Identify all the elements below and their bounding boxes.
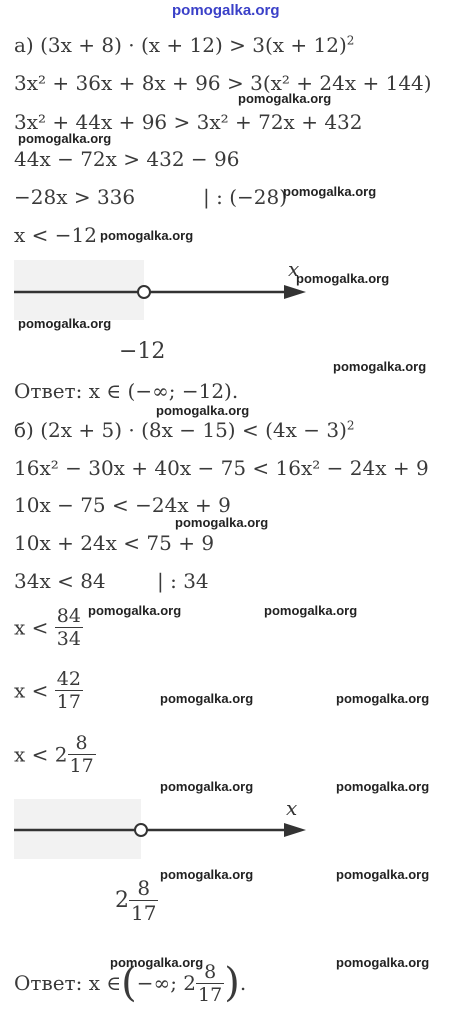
- part-a-exponent: 2: [346, 33, 355, 48]
- ineq-var-2: x <: [14, 678, 49, 703]
- shaded-region-a: [14, 260, 144, 320]
- point-label-b-fraction: [129, 876, 158, 925]
- watermark[interactable]: pomogalka.org: [238, 91, 332, 106]
- fraction-denominator: 17: [69, 755, 94, 777]
- ineq-var-1: x <: [14, 615, 49, 640]
- fraction-numerator: 8: [137, 876, 151, 900]
- fraction-denominator: 34: [56, 628, 81, 650]
- fraction-numerator: 42: [56, 668, 81, 690]
- watermark[interactable]: pomogalka.org: [18, 131, 112, 146]
- watermark[interactable]: pomogalka.org: [160, 691, 254, 706]
- watermark[interactable]: pomogalka.org: [160, 867, 254, 882]
- answer-b-right-paren: ): [224, 960, 240, 1006]
- fraction-84-34: [55, 605, 83, 650]
- answer-b-left-paren: (: [121, 960, 137, 1006]
- watermark[interactable]: pomogalka.org: [110, 955, 204, 970]
- axis-arrow-b: [284, 823, 306, 837]
- watermark[interactable]: pomogalka.org: [336, 691, 430, 706]
- part-a-label: а): [14, 33, 34, 57]
- answer-b-end: .: [239, 971, 247, 995]
- watermark[interactable]: pomogalka.org: [160, 779, 254, 794]
- watermark[interactable]: pomogalka.org: [336, 867, 430, 882]
- point-label-b: [115, 876, 158, 925]
- part-b-line-5: 34x < 84: [14, 569, 106, 593]
- part-a-expression: (3x + 8) · (x + 12) > 3(x + 12): [40, 33, 347, 57]
- part-a-line-4: 44x − 72x > 432 − 96: [14, 147, 240, 171]
- part-b-line-4: 10x + 24x < 75 + 9: [14, 531, 215, 555]
- part-a-line-1: [14, 33, 354, 57]
- answer-a: [14, 379, 238, 403]
- fraction-numerator: 84: [56, 605, 81, 627]
- part-b-line-1: [14, 418, 355, 442]
- fraction-denominator: 17: [131, 901, 157, 925]
- answer-b-prefix: x ∈: [88, 971, 122, 995]
- part-a-line-5-note: | : (−28): [203, 185, 288, 209]
- answer-a-word: Ответ:: [14, 379, 83, 403]
- part-b-exponent: 2: [346, 418, 355, 433]
- axis-arrow-a: [284, 285, 306, 299]
- part-b-fraction-2: [14, 668, 83, 713]
- answer-b-interval-start: −∞; 2: [136, 971, 197, 995]
- ineq-var-3: x <: [14, 742, 49, 767]
- watermark[interactable]: pomogalka.org: [88, 603, 182, 618]
- part-a-line-2: 3x² + 36x + 8x + 96 > 3(x² + 24x + 144): [14, 71, 432, 95]
- part-b-line-2: 16x² − 30x + 40x − 75 < 16x² − 24x + 9: [14, 456, 429, 480]
- part-b-expression: (2x + 5) · (8x − 15) < (4x − 3): [40, 418, 347, 442]
- axis-label-b: x: [286, 797, 298, 820]
- fraction-numerator: 8: [75, 732, 88, 754]
- part-a-line-6: x < −12: [14, 223, 97, 247]
- open-point-a: [138, 286, 150, 298]
- part-b-fraction-1: [14, 605, 83, 650]
- watermark[interactable]: pomogalka.org: [156, 403, 250, 418]
- part-a-line-5: −28x > 336: [14, 185, 136, 209]
- answer-b-word: Ответ:: [14, 971, 83, 995]
- watermark[interactable]: pomogalka.org: [336, 955, 430, 970]
- watermark[interactable]: pomogalka.org: [333, 359, 427, 374]
- watermark[interactable]: pomogalka.org: [175, 515, 269, 530]
- part-b-label: б): [14, 418, 34, 442]
- open-point-b: [135, 824, 147, 836]
- watermark[interactable]: pomogalka.org: [100, 228, 194, 243]
- part-b-line-3: 10x − 75 < −24x + 9: [14, 493, 231, 517]
- number-line-b: [14, 797, 314, 863]
- watermark[interactable]: pomogalka.org: [283, 184, 377, 199]
- fraction-numerator: 8: [204, 960, 217, 983]
- watermark[interactable]: pomogalka.org: [18, 316, 112, 331]
- part-b-line-5-note: | : 34: [157, 569, 209, 593]
- fraction-8-17: [68, 732, 96, 777]
- point-label-b-whole: 2: [115, 888, 129, 913]
- fraction-denominator: 17: [198, 983, 223, 1006]
- fraction-42-17: [55, 668, 83, 713]
- watermark[interactable]: pomogalka.org: [264, 603, 358, 618]
- watermark-top[interactable]: pomogalka.org: [172, 2, 280, 19]
- fraction-denominator: 17: [56, 691, 81, 713]
- part-a-line-3: 3x² + 44x + 96 > 3x² + 72x + 432: [14, 110, 363, 134]
- mixed-whole: 2: [54, 742, 68, 767]
- answer-a-value: x ∈ (−∞; −12).: [88, 379, 239, 403]
- watermark[interactable]: pomogalka.org: [296, 271, 390, 286]
- point-label-a: −12: [119, 339, 166, 364]
- axis-label-a: x: [288, 258, 300, 281]
- part-b-mixed-number: [14, 732, 96, 777]
- watermark[interactable]: pomogalka.org: [336, 779, 430, 794]
